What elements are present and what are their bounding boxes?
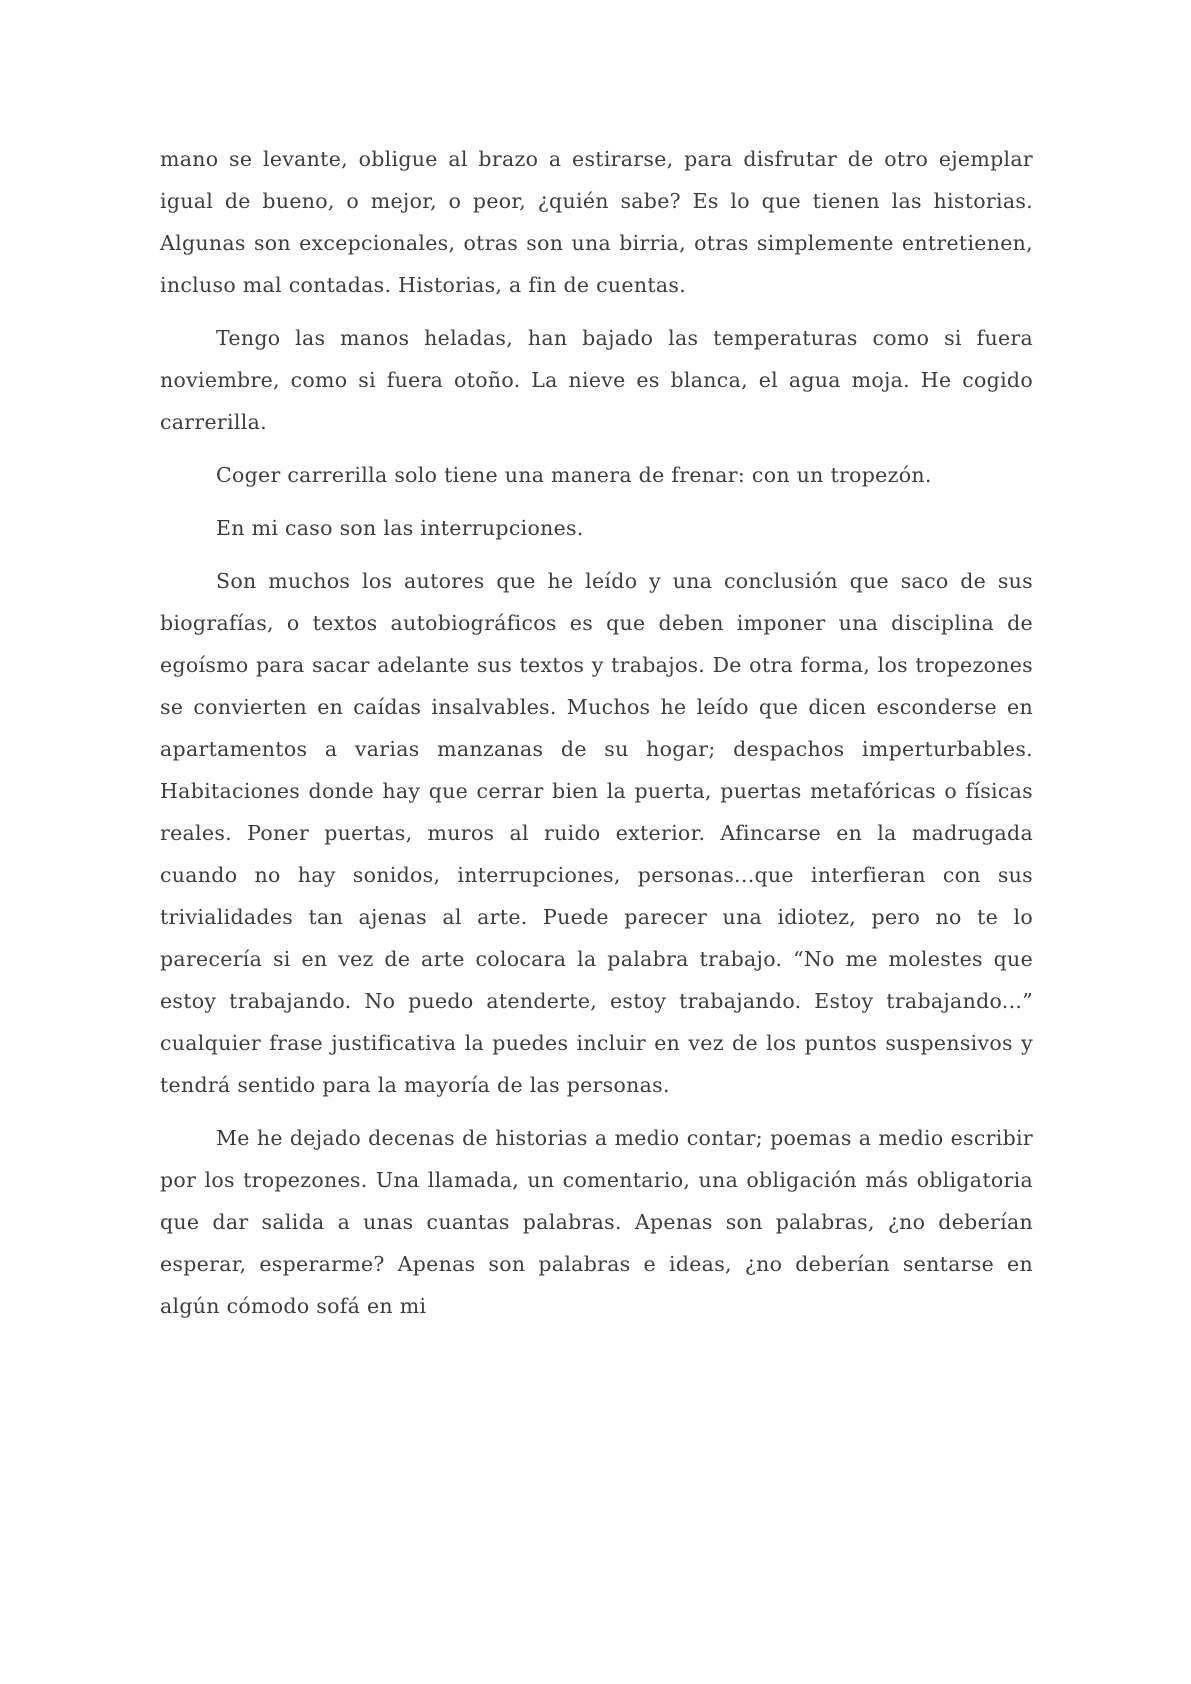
- paragraph-2: Tengo las manos heladas, han bajado las temperaturas como si fuera noviembre, como si fuera otoño. La nieve es blanca, el agua moja. He cogido carrerilla.: [160, 326, 1033, 434]
- paragraph-5: Son muchos los autores que he leído y una conclusión que saco de sus biografías, o textos autobiográficos es que deben imponer una disciplina de egoísmo para sacar adelante sus textos y trabajos. De otra forma, los tropezones se convierten en caídas insalvables. Muchos he leído que dicen esconderse en apartamentos a varias manzanas de su hogar; despachos imperturbables. Habitaciones donde hay que cerrar bien la puerta, puertas metafóricas o físicas reales. Poner puertas, muros al ruido exterior. Afincarse en la madrugada cuando no hay sonidos, interrupciones, personas...que interfieran con sus trivialidades tan ajenas al arte. Puede parecer una idiotez, pero no te lo parecería si en vez de arte colocara la palabra trabajo. “No me molestes que estoy trabajando. No puedo atenderte, estoy trabajando. Estoy trabajando...” cualquier frase justificativa la puedes incluir en vez de los puntos suspensivos y tendrá sentido para la mayoría de las personas.: [160, 569, 1033, 1097]
- paragraph-3: Coger carrerilla solo tiene una manera de frenar: con un tropezón.: [216, 463, 932, 487]
- paragraph-6: Me he dejado decenas de historias a medio contar; poemas a medio escribir por los tropezones. Una llamada, un comentario, una obligación más obligatoria que dar salida a unas cuantas palabras. Apenas son palabras, ¿no deberían esperar, esperarme? Apenas son palabras e ideas, ¿no deberían sentarse en algún cómodo sofá en mi: [160, 1126, 1033, 1318]
- paragraph-4: En mi caso son las interrupciones.: [216, 516, 584, 540]
- paragraph-1: mano se levante, obligue al brazo a estirarse, para disfrutar de otro ejemplar igual de bueno, o mejor, o peor, ¿quién sabe? Es lo que tienen las historias. Algunas son excepcionales, otras son una birria, otras simplemente entretienen, incluso mal contadas. Historias, a fin de cuentas.: [160, 147, 1033, 297]
